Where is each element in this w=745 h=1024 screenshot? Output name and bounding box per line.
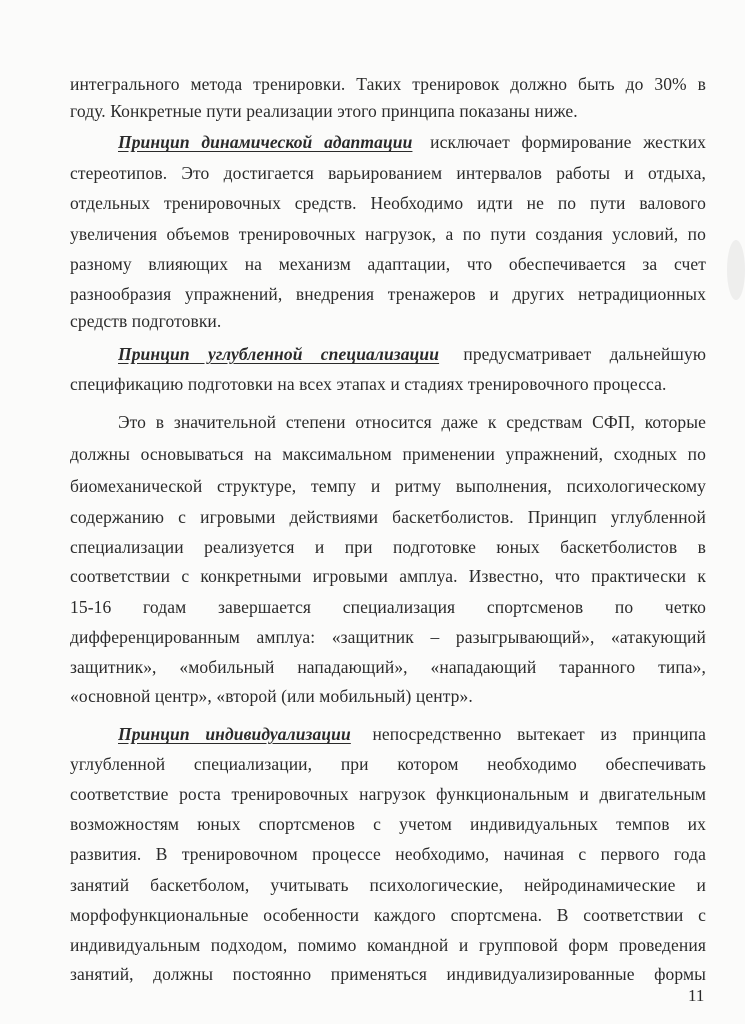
line-text: углубленной специализации, при котором необходимо обеспечивать [70,754,706,774]
line-text: защитник», «мобильный нападающий», «нападающий таранного типа», [70,657,706,677]
line-text: интегрального метода тренировки. Таких тренировок должно быть до 30% в [70,74,706,94]
text-line [70,536,706,558]
text-line [70,843,706,865]
line-text: биомеханической структуре, темпу и ритму выполнения, психологическому [70,476,706,496]
text-line [118,131,706,153]
line-text: спецификацию подготовки на всех этапах и стадиях тренировочного процесса. [70,374,667,394]
text-line [118,723,706,745]
line-text: содержанию с игровыми действиями баскетболистов. Принцип углубленной [70,507,706,527]
page-number: 11 [688,986,705,1005]
text-line [70,904,706,926]
text-line [118,343,706,365]
text-line [70,443,706,465]
text-line [70,656,706,678]
line-text: предусматривает дальнейшую [463,344,706,364]
text-line [70,565,706,587]
line-text: исключает формирование жестких [430,132,706,152]
text-line [70,310,706,332]
line-text: увеличения объемов тренировочных нагрузок, а по пути создания условий, по [70,224,706,244]
text-line [70,475,706,497]
text-line [70,162,706,184]
text-line [70,934,706,956]
line-text: специализации реализуется и при подготовке юных баскетболистов в [70,537,706,557]
line-text: Это в значительной степени относится даже к средствам СФП, которые [118,412,706,432]
line-text: «основной центр», «второй (или мобильный) центр». [70,686,473,706]
text-line [70,753,706,775]
text-line [70,100,706,122]
line-text: возможностям юных спортсменов с учетом индивидуальных темпов их [70,814,706,834]
line-text: развития. В тренировочном процессе необходимо, начиная с первого года [70,844,706,864]
principle-heading: Принцип индивидуализации [118,724,351,744]
text-line [70,253,706,275]
line-text: соответствие роста тренировочных нагрузок функциональным и двигательным [70,784,706,804]
line-text: средств подготовки. [70,311,222,331]
line-text: непосредственно вытекает из принципа [372,724,706,744]
line-text: разному влияющих на механизм адаптации, что обеспечивается за счет [70,254,706,274]
text-line [70,626,706,648]
line-text: году. Конкретные пути реализации этого принципа показаны ниже. [70,101,578,121]
text-line [70,596,706,618]
line-text: должны основываться на максимальном применении упражнений, сходных по [70,444,706,464]
text-line [70,963,706,985]
line-text: 15-16 годам завершается специализация спортсменов по четко [70,597,706,617]
text-line [70,506,706,528]
text-line [70,192,706,214]
line-text: соответствии с конкретными игровыми амплуа. Известно, что практически к [70,566,706,586]
line-text: занятий, должны постоянно применяться индивидуализированные формы [70,964,706,984]
text-line [70,223,706,245]
text-line [70,813,706,835]
text-line [70,373,706,395]
text-line [70,874,706,896]
line-text: занятий баскетболом, учитывать психологические, нейродинамические и [70,875,706,895]
text-line [70,283,706,305]
principle-heading: Принцип углубленной специализации [118,344,440,364]
line-text: морфофункциональные особенности каждого спортсмена. В соответствии с [70,905,706,925]
line-text: разнообразия упражнений, внедрения тренажеров и других нетрадиционных [70,284,706,304]
line-text: отдельных тренировочных средств. Необходимо идти не по пути валового [70,193,706,213]
line-text: стереотипов. Это достигается варьированием интервалов работы и отдыха, [70,163,706,183]
text-line [70,783,706,805]
line-text: индивидуальным подходом, помимо командной и групповой форм проведения [70,935,706,955]
principle-heading: Принцип динамической адаптации [118,132,413,152]
scan-smudge [727,240,745,300]
text-line [70,685,706,707]
line-text: дифференцированным амплуа: «защитник – разыгрывающий», «атакующий [70,627,706,647]
text-line [118,411,706,433]
text-line [70,73,706,95]
